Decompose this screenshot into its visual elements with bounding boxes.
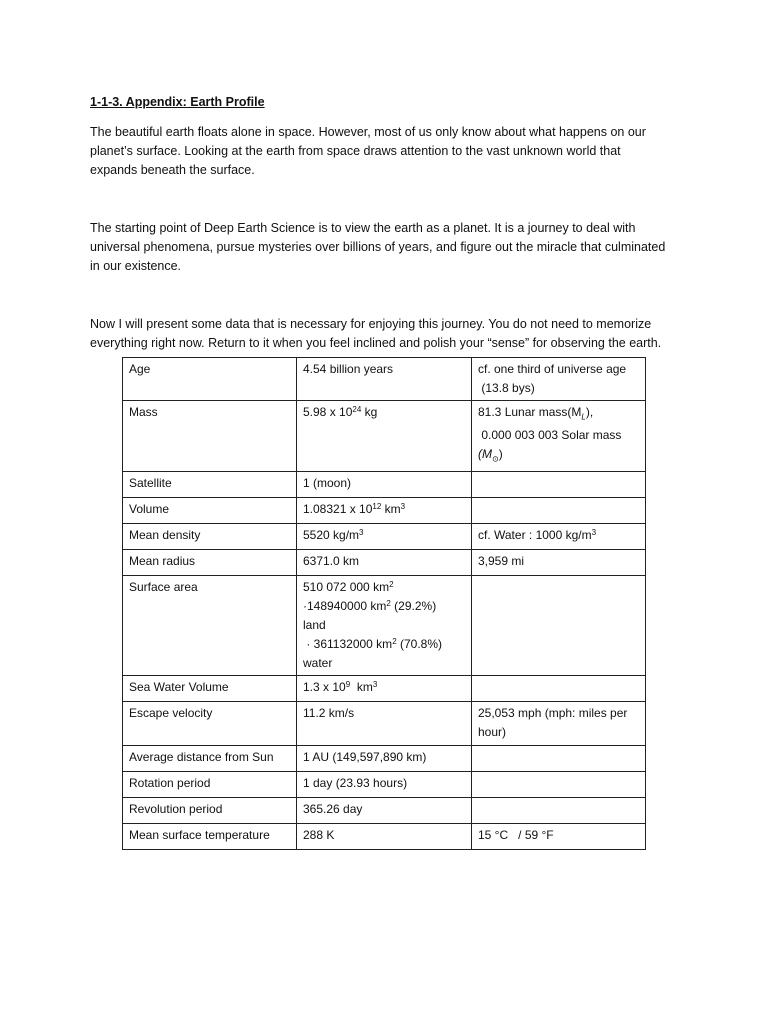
subscript: L [581,412,586,422]
value-text: 510 072 000 km [303,579,390,594]
journey-paragraph: The starting point of Deep Earth Science is to view the earth as a planet. It is a journey to deal with universal phenomena, pursue mysteries over billions of years, and figure out the miracle that culminated in our existence. [90,221,666,273]
table-row-escape-velocity [123,701,646,745]
document-page [90,93,670,850]
row-value [297,575,472,675]
value-text: 5.98 x 10 [303,405,353,419]
row-note [472,471,646,497]
row-label: Mean radius [123,549,297,575]
earth-profile-table [122,357,646,850]
note-text: ) [498,447,503,462]
table-row-age [123,358,646,401]
row-label: Mean density [123,523,297,549]
row-label: Revolution period [123,797,297,823]
exponent: 24 [352,405,362,414]
row-label: Mean surface temperature [123,823,297,849]
row-value: 1 AU (149,597,890 km) [297,745,472,771]
row-label: Mass [123,401,297,472]
section-heading: 1-1-3. Appendix: Earth Profile [90,95,265,109]
table-row-density [123,523,646,549]
note-line: (M [478,447,492,462]
table-row-radius [123,549,646,575]
row-value: 4.54 billion years [297,358,472,401]
table-row-satellite [123,471,646,497]
row-note [472,401,646,472]
exponent: 9 [345,679,351,689]
exponent: 2 [392,636,397,646]
table-row-sea-water-volume [123,675,646,701]
row-value: 1 day (23.93 hours) [297,771,472,797]
row-value: 365.26 day [297,797,472,823]
note-line: 81.3 Lunar mass(M [478,405,582,419]
exponent: 3 [359,527,364,537]
row-note [472,575,646,675]
value-text: land [303,617,326,632]
unit-text: kg [361,405,378,419]
exponent: 2 [386,598,391,608]
value-text: 1.08321 x 10 [303,501,373,516]
note-text: ), [585,405,594,419]
unit-text: km [381,501,401,516]
row-label: Escape velocity [123,701,297,745]
row-label: Age [123,358,297,401]
subscript: ⊙ [492,454,499,464]
exponent: 12 [372,501,382,511]
exponent: 2 [389,579,394,589]
row-value: 11.2 km/s [297,701,472,745]
exponent: 3 [591,527,597,537]
exponent: 3 [372,679,378,689]
intro-paragraph: The beautiful earth floats alone in space. However, most of us only know about what happens on our planet’s surface. Looking at the earth from space draws attention to the vast unknown world that expands beneath the surface. [90,125,646,177]
table-row-volume [123,497,646,523]
row-value: 1 (moon) [297,471,472,497]
value-text: (29.2%) [390,598,437,613]
row-note [472,771,646,797]
note-line: hour) [478,724,507,739]
value-text: 5520 kg/m [303,527,360,542]
table-row-mass [123,401,646,472]
row-note [472,745,646,771]
row-label: Surface area [123,575,297,675]
row-value [297,675,472,701]
row-note [472,675,646,701]
row-value [297,401,472,472]
note-line: cf. one third of universe age [478,362,627,376]
value-text: water [303,655,333,670]
row-label: Volume [123,497,297,523]
note-line: (13.8 bys) [481,381,535,395]
row-label: Satellite [123,471,297,497]
table-row-rotation-period [123,771,646,797]
note-text: cf. Water : 1000 kg/m [478,527,592,542]
row-note [472,358,646,401]
row-label: Rotation period [123,771,297,797]
exponent: 3 [400,501,406,511]
table-row-distance-from-sun [123,745,646,771]
value-text: ·148940000 km [303,598,387,613]
row-note [472,497,646,523]
unit-text: km [350,679,373,694]
table-row-surface-temperature [123,823,646,849]
row-note [472,701,646,745]
row-note: 15 °C / 59 °F [472,823,646,849]
table-row-revolution-period [123,797,646,823]
row-value: 6371.0 km [297,549,472,575]
data-intro-paragraph: Now I will present some data that is necessary for enjoying this journey. You do not need to memorize everything right now. Return to it when you feel inclined and polish your “sense” for observing the earth. [90,317,662,350]
row-note: 3,959 mi [472,549,646,575]
row-label: Sea Water Volume [123,675,297,701]
value-text: · 361132000 km [306,636,393,651]
row-value: 288 K [297,823,472,849]
value-text: 1.3 x 10 [303,679,346,694]
row-value [297,497,472,523]
value-text: (70.8%) [396,636,442,651]
note-line: 25,053 mph (mph: miles per [478,705,628,720]
row-value [297,523,472,549]
note-line: 0.000 003 003 Solar mass [481,428,622,443]
table-row-surface-area [123,575,646,675]
row-note [472,797,646,823]
row-label: Average distance from Sun [123,745,297,771]
row-note [472,523,646,549]
